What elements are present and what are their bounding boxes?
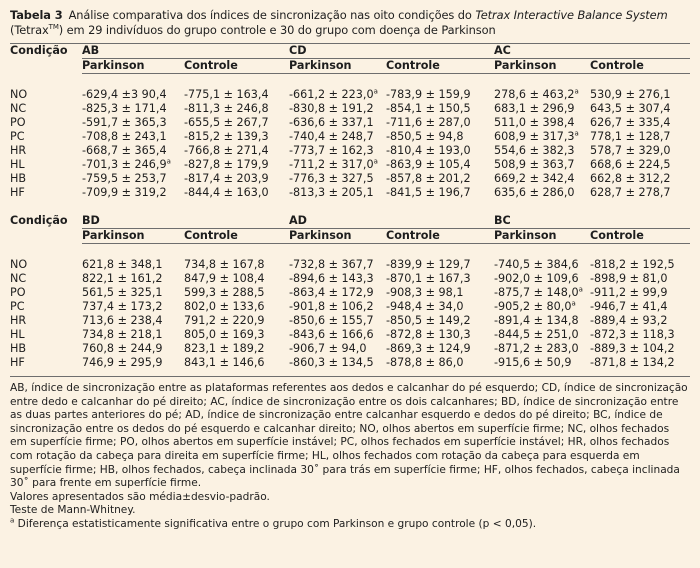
cell-value: -759,5 ± 253,7 — [82, 172, 167, 185]
table-row — [10, 328, 690, 342]
condicao-header: Condição — [10, 44, 68, 58]
value-cell — [184, 342, 289, 356]
cell-value: -872,3 ± 118,3 — [590, 328, 675, 341]
cell-value: 561,5 ± 325,1 — [82, 286, 163, 299]
parkinson-header: Parkinson — [82, 229, 184, 244]
value-cell — [590, 158, 690, 172]
value-cell — [82, 356, 184, 370]
value-cell — [82, 314, 184, 328]
value-cell — [386, 116, 494, 130]
value-cell — [590, 328, 690, 342]
test-note: Teste de Mann-Whitney. — [10, 504, 136, 517]
cell-value: 669,2 ± 342,4 — [494, 172, 575, 185]
cell-value: -915,6 ± 50,9 — [494, 356, 572, 369]
value-cell — [494, 172, 590, 186]
value-cell — [184, 102, 289, 116]
value-cell — [494, 258, 590, 272]
value-cell — [82, 130, 184, 144]
value-cell — [184, 130, 289, 144]
condition-cell: HR — [10, 144, 27, 157]
cell-value: -740,4 ± 248,7 — [289, 130, 374, 143]
abbreviation-note: AB, índice de sincronização entre as plataformas referentes aos dedos e calcanhar do pé esquerdo; CD, índice de sincronização entre dedo e calcanhar do pé direito; AC, índice de sincronização entre os dois calcanhares; BD, índice de sincronização entre as duas partes anteriores do pé; AD, índice de sincronização entre calcanhar esquerdo e dedos do pé direito; BC, índice de sincronização entre os dedos do pé esquerdo e calcanhar direito; NO, olhos abertos em superfície firme; NC, olhos fechados em superfície firme; PO, olhos abertos em superfície instável; PC, olhos fechados em superfície instável; HR, olhos fechados com rotação da cabeça para direita em superfície firme; HL, olhos fechados com rotação da cabeça para esquerda em superfície firme; HB, olhos fechados, cabeça inclinada 30˚ para trás em superfície firme; HF, olhos fechados, cabeça inclinada 30˚ para frente em superfície firme. — [10, 382, 688, 490]
value-cell — [386, 314, 494, 328]
cell-value: 734,8 ± 218,1 — [82, 328, 163, 341]
value-cell — [590, 102, 690, 116]
cell-value: 713,6 ± 238,4 — [82, 314, 163, 327]
cell-value: -810,4 ± 193,0 — [386, 144, 471, 157]
value-cell — [494, 186, 590, 200]
cell-value: -901,8 ± 106,2 — [289, 300, 374, 313]
table-row — [10, 258, 690, 272]
cell-value: -766,8 ± 271,4 — [184, 144, 269, 157]
value-cell — [386, 88, 494, 102]
cell-value: -830,8 ± 191,2 — [289, 102, 374, 115]
cell-value: -857,8 ± 201,2 — [386, 172, 471, 185]
value-cell — [590, 342, 690, 356]
cell-value: -898,9 ± 81,0 — [590, 272, 668, 285]
cell-value: -863,4 ± 172,9 — [289, 286, 374, 299]
value-cell — [386, 102, 494, 116]
group-header-ab: AB — [82, 44, 289, 59]
data-table — [10, 44, 690, 370]
table-caption — [10, 8, 690, 38]
value-cell — [82, 186, 184, 200]
value-cell — [494, 342, 590, 356]
value-cell — [289, 272, 386, 286]
controle-header: Controle — [386, 229, 494, 244]
condition-cell: PC — [10, 130, 25, 143]
cell-value: -878,8 ± 86,0 — [386, 356, 464, 369]
cell-value: -815,2 ± 139,3 — [184, 130, 269, 143]
significance-mark: a — [373, 157, 378, 166]
cell-value: -946,7 ± 41,4 — [590, 300, 668, 313]
value-cell — [82, 158, 184, 172]
value-cell — [289, 186, 386, 200]
cell-value: 599,3 ± 288,5 — [184, 286, 265, 299]
value-cell — [184, 258, 289, 272]
value-cell — [386, 286, 494, 300]
significance-mark: a — [166, 157, 171, 166]
value-cell — [82, 88, 184, 102]
value-cell — [590, 258, 690, 272]
value-cell — [184, 314, 289, 328]
value-cell — [590, 356, 690, 370]
cell-value: 578,7 ± 329,0 — [590, 144, 671, 157]
value-cell — [386, 144, 494, 158]
value-cell — [590, 144, 690, 158]
condition-cell: PO — [10, 116, 26, 129]
values-note: Valores apresentados são média±desvio-padrão. — [10, 490, 270, 503]
value-cell — [289, 130, 386, 144]
cell-value: -711,6 ± 287,0 — [386, 116, 471, 129]
cell-value: 737,4 ± 173,2 — [82, 300, 163, 313]
condition-cell: NC — [10, 272, 27, 285]
value-cell — [590, 116, 690, 130]
cell-value: 760,8 ± 244,9 — [82, 342, 163, 355]
cell-value: -708,8 ± 243,1 — [82, 130, 167, 143]
cell-value: -709,9 ± 319,2 — [82, 186, 167, 199]
controle-header: Controle — [590, 59, 690, 74]
value-cell — [82, 172, 184, 186]
value-cell — [184, 186, 289, 200]
value-cell — [590, 300, 690, 314]
value-cell — [289, 328, 386, 342]
cell-value: -854,1 ± 150,5 — [386, 102, 471, 115]
cell-value: -911,2 ± 99,9 — [590, 286, 668, 299]
cell-value: 628,7 ± 278,7 — [590, 186, 671, 199]
caption-italic: Tetrax Interactive Balance System — [475, 8, 668, 22]
cell-value: 511,0 ± 398,4 — [494, 116, 575, 129]
cell-value: -839,9 ± 129,7 — [386, 258, 471, 271]
value-cell — [494, 116, 590, 130]
value-cell — [289, 300, 386, 314]
trademark-mark: TM — [48, 23, 59, 32]
cell-value: 823,1 ± 189,2 — [184, 342, 265, 355]
cell-value: 608,9 ± 317,3 — [494, 130, 575, 143]
table-row — [10, 286, 690, 300]
cell-value: -844,5 ± 251,0 — [494, 328, 579, 341]
cell-value: 662,8 ± 312,2 — [590, 172, 671, 185]
cell-value: -817,4 ± 203,9 — [184, 172, 269, 185]
value-cell — [82, 272, 184, 286]
value-cell — [289, 258, 386, 272]
condition-cell: HF — [10, 356, 25, 369]
value-cell — [494, 102, 590, 116]
significance-mark: a — [578, 285, 583, 294]
significance-mark: a — [373, 87, 378, 96]
cell-value: 668,6 ± 224,5 — [590, 158, 671, 171]
cell-value: -711,2 ± 317,0 — [289, 158, 374, 171]
table-row — [10, 130, 690, 144]
cell-value: 791,2 ± 220,9 — [184, 314, 265, 327]
cell-value: -908,3 ± 98,1 — [386, 286, 464, 299]
value-cell — [82, 342, 184, 356]
value-cell — [289, 102, 386, 116]
value-cell — [386, 158, 494, 172]
condition-cell: NO — [10, 88, 28, 101]
value-cell — [386, 186, 494, 200]
cell-value: -902,0 ± 109,6 — [494, 272, 579, 285]
cell-value: 778,1 ± 128,7 — [590, 130, 671, 143]
table-row — [10, 88, 690, 102]
cell-value: -701,3 ± 246,9 — [82, 158, 167, 171]
condition-cell: NC — [10, 102, 27, 115]
parkinson-header: Parkinson — [494, 59, 590, 74]
cell-value: 530,9 ± 276,1 — [590, 88, 671, 101]
cell-value: -891,4 ± 134,8 — [494, 314, 579, 327]
cell-value: -844,4 ± 163,0 — [184, 186, 269, 199]
cell-value: -871,2 ± 283,0 — [494, 342, 579, 355]
value-cell — [184, 272, 289, 286]
value-cell — [386, 300, 494, 314]
value-cell — [184, 88, 289, 102]
condition-cell: HB — [10, 172, 27, 185]
table-row — [10, 356, 690, 370]
footnote-text: Diferença estatisticamente significativa entre o grupo com Parkinson e grupo controle (p < 0,05). — [14, 517, 537, 530]
subheader-row — [10, 59, 690, 74]
value-cell — [386, 172, 494, 186]
cell-value: -841,5 ± 196,7 — [386, 186, 471, 199]
table-row — [10, 172, 690, 186]
parkinson-header: Parkinson — [289, 59, 386, 74]
significance-mark: a — [574, 129, 579, 138]
value-cell — [289, 172, 386, 186]
cell-value: -773,7 ± 162,3 — [289, 144, 374, 157]
table-notes — [10, 382, 688, 532]
value-cell — [590, 130, 690, 144]
significance-mark: a — [574, 87, 579, 96]
group-header-ad: AD — [289, 214, 494, 229]
condition-cell: HL — [10, 328, 25, 341]
cell-value: 626,7 ± 335,4 — [590, 116, 671, 129]
subheader-row — [10, 229, 690, 244]
group-header-cd: CD — [289, 44, 494, 59]
table-row — [10, 158, 690, 172]
value-cell — [386, 258, 494, 272]
cell-value: -860,3 ± 134,5 — [289, 356, 374, 369]
table-row — [10, 144, 690, 158]
cell-value: -850,6 ± 155,7 — [289, 314, 374, 327]
controle-header: Controle — [184, 229, 289, 244]
cell-value: 643,5 ± 307,4 — [590, 102, 671, 115]
table-row — [10, 116, 690, 130]
parkinson-header: Parkinson — [289, 229, 386, 244]
cell-value: -850,5 ± 149,2 — [386, 314, 471, 327]
value-cell — [494, 144, 590, 158]
value-cell — [82, 102, 184, 116]
value-cell — [184, 116, 289, 130]
value-cell — [386, 272, 494, 286]
value-cell — [494, 158, 590, 172]
cell-value: -869,3 ± 124,9 — [386, 342, 471, 355]
value-cell — [289, 342, 386, 356]
condicao-header: Condição — [10, 214, 68, 228]
cell-value: -591,7 ± 365,3 — [82, 116, 167, 129]
cell-value: -863,9 ± 105,4 — [386, 158, 471, 171]
cell-value: 843,1 ± 146,6 — [184, 356, 265, 369]
value-cell — [184, 286, 289, 300]
controle-header: Controle — [590, 229, 690, 244]
cell-value: -776,3 ± 327,5 — [289, 172, 374, 185]
value-cell — [494, 272, 590, 286]
caption-text-c: ) em 29 indivíduos do grupo controle e 30 do grupo com doença de Parkinson — [58, 23, 496, 37]
value-cell — [494, 286, 590, 300]
cell-value: -740,5 ± 384,6 — [494, 258, 579, 271]
value-cell — [184, 356, 289, 370]
value-cell — [494, 300, 590, 314]
cell-value: 508,9 ± 363,7 — [494, 158, 575, 171]
cell-value: 278,6 ± 463,2 — [494, 88, 575, 101]
value-cell — [494, 328, 590, 342]
cell-value: -870,1 ± 167,3 — [386, 272, 471, 285]
cell-value: 802,0 ± 133,6 — [184, 300, 265, 313]
value-cell — [386, 328, 494, 342]
cell-value: 805,0 ± 169,3 — [184, 328, 265, 341]
group-header-bd: BD — [82, 214, 289, 229]
cell-value: 683,1 ± 296,9 — [494, 102, 575, 115]
value-cell — [289, 286, 386, 300]
value-cell — [289, 144, 386, 158]
cell-value: -629,4 ±3 90,4 — [82, 88, 167, 101]
condition-cell: HL — [10, 158, 25, 171]
cell-value: 822,1 ± 161,2 — [82, 272, 163, 285]
value-cell — [590, 272, 690, 286]
cell-value: -811,3 ± 246,8 — [184, 102, 269, 115]
cell-value: -732,8 ± 367,7 — [289, 258, 374, 271]
table-label: Tabela 3 — [10, 8, 63, 22]
cell-value: -843,6 ± 166,6 — [289, 328, 374, 341]
controle-header: Controle — [184, 59, 289, 74]
value-cell — [289, 314, 386, 328]
value-cell — [184, 158, 289, 172]
value-cell — [82, 286, 184, 300]
cell-value: -850,5 ± 94,8 — [386, 130, 464, 143]
significance-footnote — [10, 518, 688, 532]
cell-value: 746,9 ± 295,9 — [82, 356, 163, 369]
value-cell — [289, 356, 386, 370]
cell-value: 847,9 ± 108,4 — [184, 272, 265, 285]
group-header-row — [10, 44, 690, 59]
condition-cell: HB — [10, 342, 27, 355]
table-row — [10, 186, 690, 200]
value-cell — [386, 130, 494, 144]
cell-value: -813,3 ± 205,1 — [289, 186, 374, 199]
table-bottom-rule — [10, 376, 690, 377]
value-cell — [386, 356, 494, 370]
condition-cell: NO — [10, 258, 28, 271]
cell-value: -775,1 ± 163,4 — [184, 88, 269, 101]
parkinson-header: Parkinson — [82, 59, 184, 74]
cell-value: -661,2 ± 223,0 — [289, 88, 374, 101]
caption-text-a: Análise comparativa dos índices de sincronização nas oito condições do — [68, 8, 476, 22]
condition-cell: PO — [10, 286, 26, 299]
table-row — [10, 342, 690, 356]
cell-value: -818,2 ± 192,5 — [590, 258, 675, 271]
cell-value: -783,9 ± 159,9 — [386, 88, 471, 101]
cell-value: 554,6 ± 382,3 — [494, 144, 575, 157]
cell-value: -894,6 ± 143,3 — [289, 272, 374, 285]
value-cell — [184, 328, 289, 342]
table-row — [10, 102, 690, 116]
cell-value: 621,8 ± 348,1 — [82, 258, 163, 271]
cell-value: -889,4 ± 93,2 — [590, 314, 668, 327]
value-cell — [289, 158, 386, 172]
cell-value: -825,3 ± 171,4 — [82, 102, 167, 115]
value-cell — [289, 88, 386, 102]
group-header-ac: AC — [494, 44, 690, 59]
cell-value: -905,2 ± 80,0 — [494, 300, 572, 313]
significance-mark: a — [571, 299, 576, 308]
cell-value: -668,7 ± 365,4 — [82, 144, 167, 157]
table-row — [10, 314, 690, 328]
cell-value: -875,7 ± 148,0 — [494, 286, 579, 299]
value-cell — [184, 144, 289, 158]
cell-value: -889,3 ± 104,2 — [590, 342, 675, 355]
cell-value: -655,5 ± 267,7 — [184, 116, 269, 129]
group-header-bc: BC — [494, 214, 690, 229]
condition-cell: PC — [10, 300, 25, 313]
value-cell — [590, 186, 690, 200]
cell-value: -636,6 ± 337,1 — [289, 116, 374, 129]
condition-cell: HF — [10, 186, 25, 199]
value-cell — [386, 342, 494, 356]
value-cell — [494, 88, 590, 102]
value-cell — [590, 88, 690, 102]
value-cell — [494, 356, 590, 370]
value-cell — [82, 328, 184, 342]
table-row — [10, 272, 690, 286]
value-cell — [82, 300, 184, 314]
parkinson-header: Parkinson — [494, 229, 590, 244]
value-cell — [184, 172, 289, 186]
value-cell — [289, 116, 386, 130]
value-cell — [82, 116, 184, 130]
value-cell — [184, 300, 289, 314]
value-cell — [494, 314, 590, 328]
value-cell — [590, 172, 690, 186]
cell-value: 734,8 ± 167,8 — [184, 258, 265, 271]
value-cell — [590, 314, 690, 328]
value-cell — [82, 258, 184, 272]
controle-header: Controle — [386, 59, 494, 74]
cell-value: 635,6 ± 286,0 — [494, 186, 575, 199]
cell-value: -872,8 ± 130,3 — [386, 328, 471, 341]
table-row — [10, 300, 690, 314]
caption-text-b: (Tetrax — [10, 23, 49, 37]
section-spacer — [10, 200, 690, 214]
value-cell — [494, 130, 590, 144]
value-cell — [82, 144, 184, 158]
value-cell — [590, 286, 690, 300]
group-header-row — [10, 214, 690, 229]
cell-value: -871,8 ± 134,2 — [590, 356, 675, 369]
footnote-mark: a — [10, 516, 15, 525]
cell-value: -827,8 ± 179,9 — [184, 158, 269, 171]
cell-value: -906,7 ± 94,0 — [289, 342, 367, 355]
condition-cell: HR — [10, 314, 27, 327]
cell-value: -948,4 ± 34,0 — [386, 300, 464, 313]
